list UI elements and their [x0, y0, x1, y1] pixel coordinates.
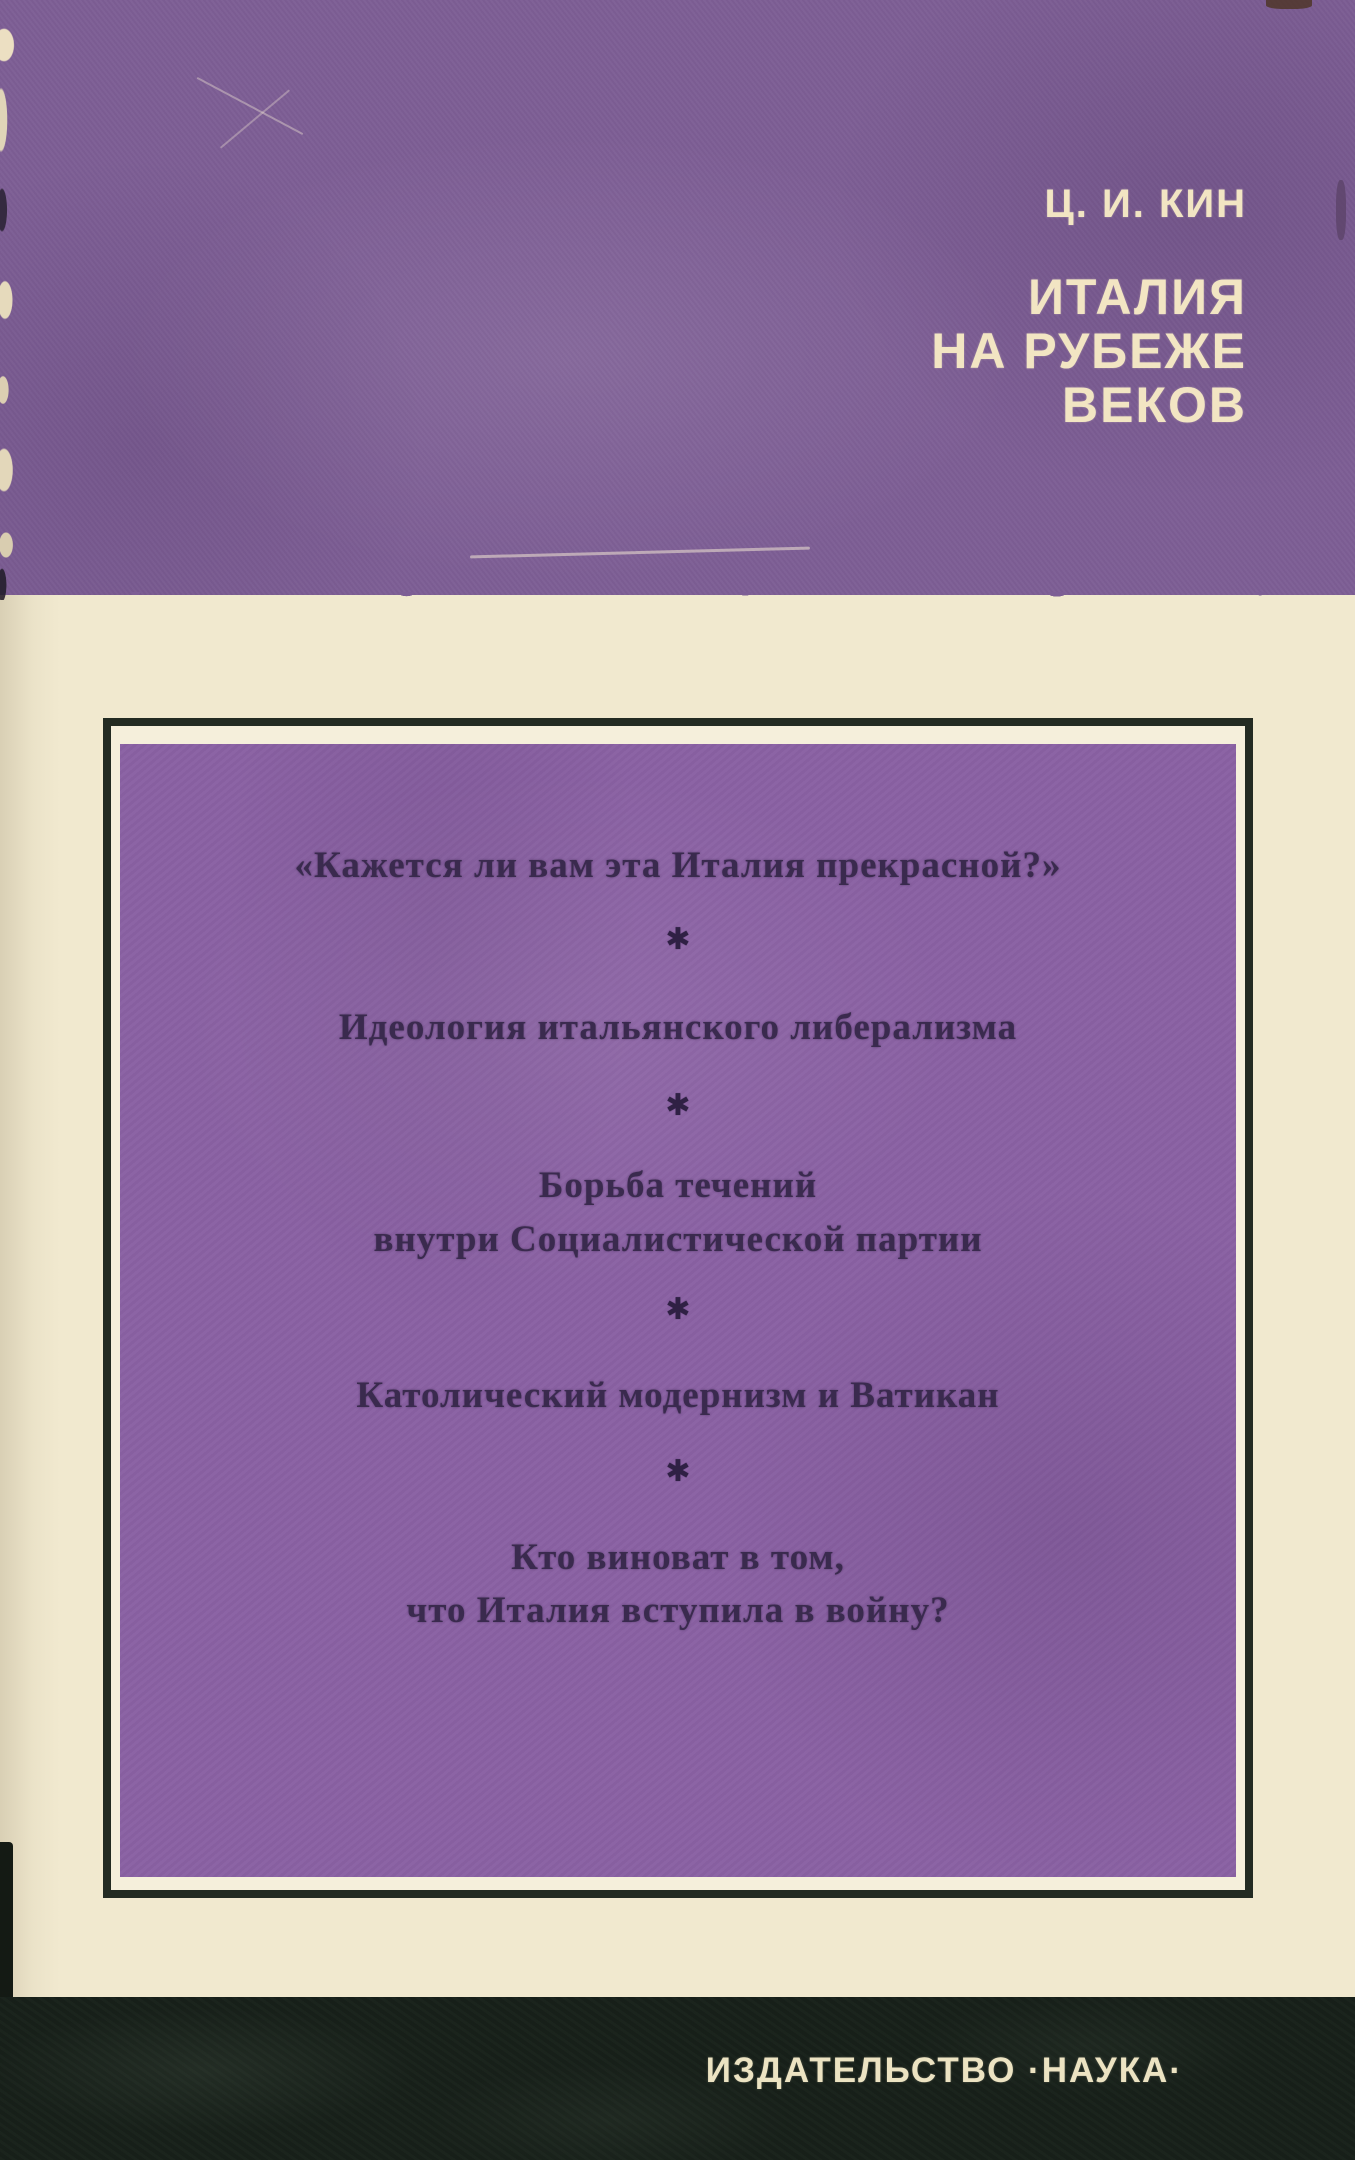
scratch-mark [197, 77, 304, 135]
spine-wear-texture [0, 0, 34, 600]
wear-speck [1336, 180, 1346, 240]
topics-panel [120, 744, 1236, 1877]
publisher-name: ИЗДАТЕЛЬСТВО ·НАУКА· [705, 2051, 1183, 2090]
star-separator-icon: ✱ [665, 1089, 691, 1122]
content-frame [103, 718, 1253, 1898]
title-line: НА РУБЕЖЕ [931, 323, 1247, 379]
star-separator-icon: ✱ [665, 923, 691, 956]
spine-shadow [0, 595, 60, 1997]
topic-line: Католический модернизм и Ватикан [356, 1375, 1000, 1416]
quote-line: «Кажется ли вам эта Италия прекрасной?» [294, 845, 1062, 886]
topic-line: Борьба течений [538, 1165, 818, 1206]
topic-line: что Италия вступила в войну? [406, 1590, 950, 1631]
topic-line: Кто виноват в том, [511, 1537, 845, 1578]
top-band [0, 0, 1355, 595]
star-separator-icon: ✱ [665, 1455, 691, 1488]
author-name: Ц. И. КИН [1044, 182, 1247, 226]
scratch-mark [470, 547, 810, 559]
wear-speck [1266, 0, 1312, 9]
title-line: ВЕКОВ [1062, 377, 1247, 433]
title-line: ИТАЛИЯ [1027, 269, 1247, 325]
topic-line: внутри Социалистической партии [373, 1219, 983, 1260]
scratch-mark [220, 89, 290, 148]
star-separator-icon: ✱ [665, 1293, 691, 1326]
topic-line: Идеология итальянского либерализма [338, 1007, 1018, 1048]
book-title [931, 270, 1247, 432]
